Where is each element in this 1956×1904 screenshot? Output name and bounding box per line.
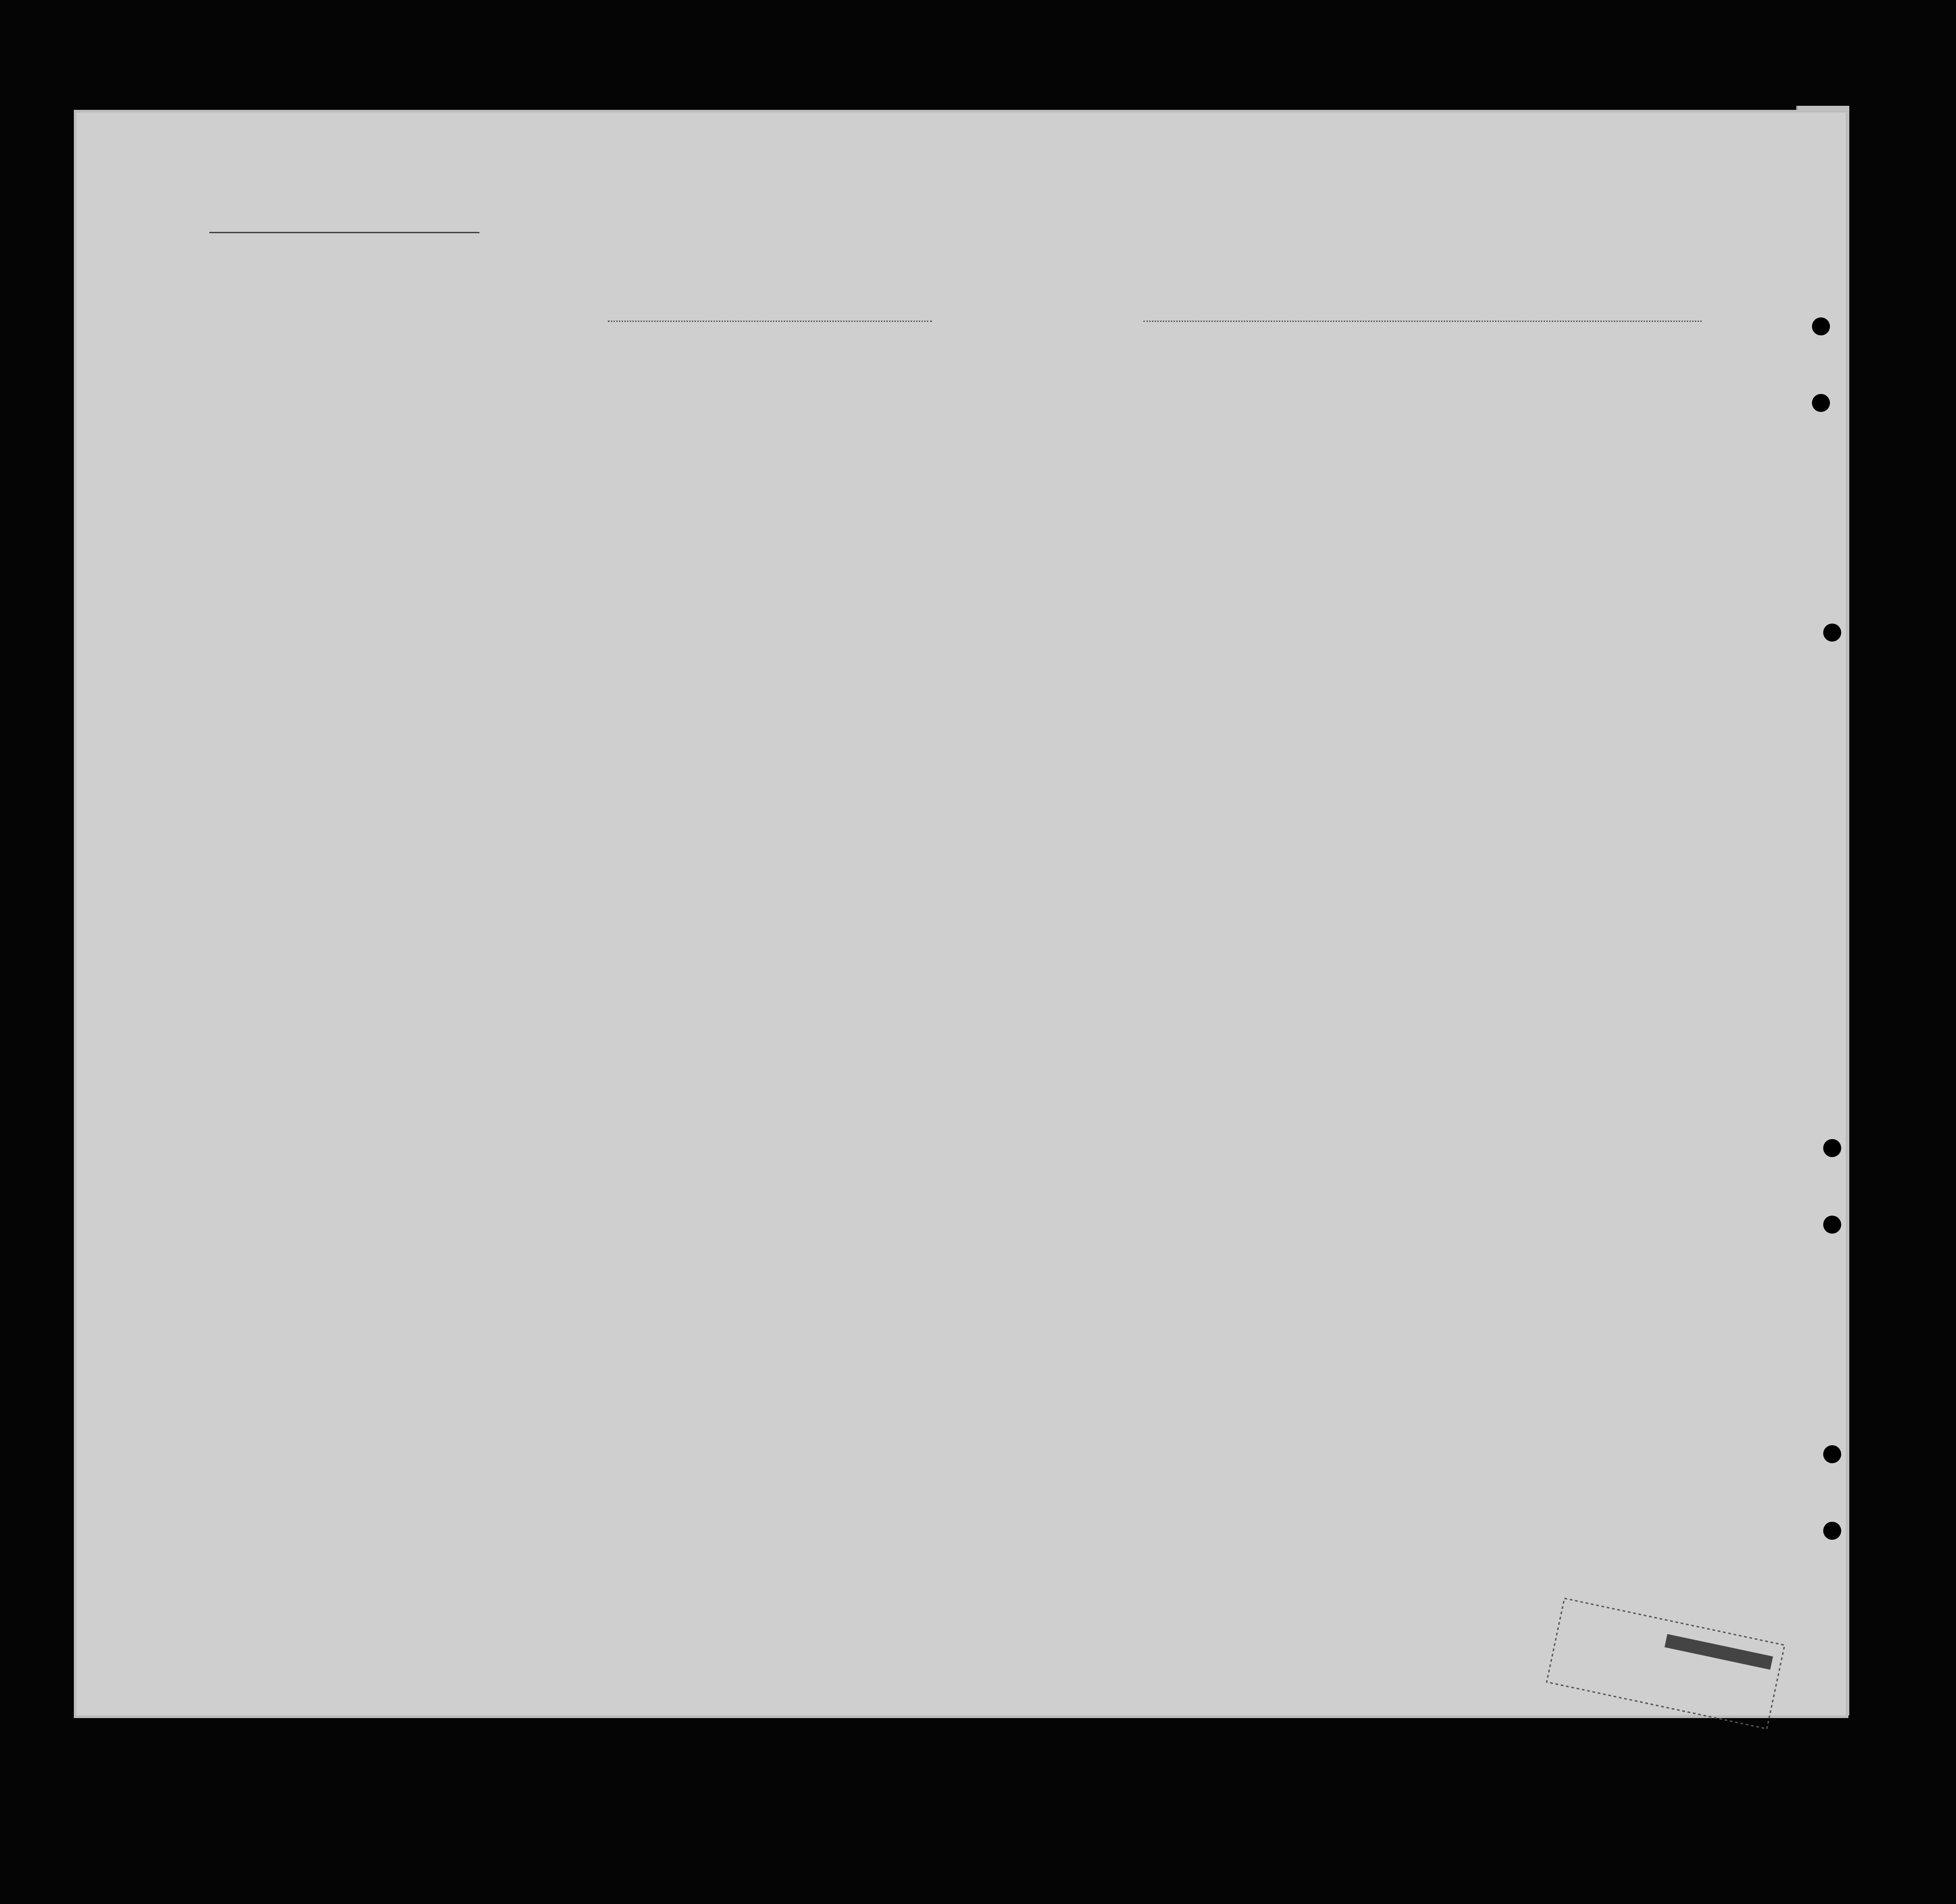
punch-hole: [1823, 624, 1841, 642]
punch-hole: [1823, 1445, 1841, 1463]
manifest-grid: [77, 113, 1846, 1715]
punch-hole: [1823, 1216, 1841, 1234]
punch-hole: [1812, 317, 1830, 335]
punch-hole: [1812, 394, 1830, 412]
punch-hole: [1823, 1522, 1841, 1540]
punch-hole: [1823, 1139, 1841, 1157]
manifest-sheet: [77, 113, 1846, 1715]
